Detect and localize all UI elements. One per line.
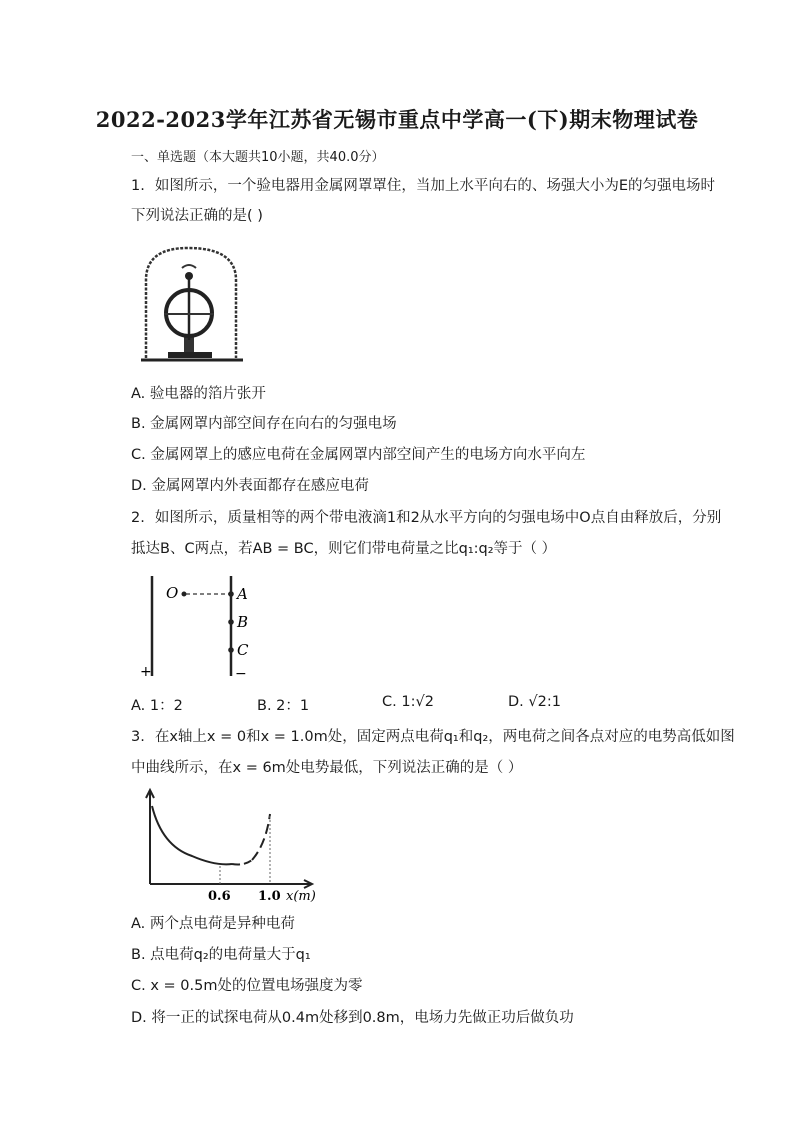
q2-option-c: C. 1:√2: [382, 694, 434, 710]
q1-stem-line1: [131, 176, 715, 196]
electroscope-figure: [138, 240, 246, 368]
q2-stem-line1: [131, 508, 721, 528]
q2-text-1: 如图所示，质量相等的两个带电液滴1和2从水平方向的匀强电场中O点自由释放后，分别: [154, 510, 722, 526]
q1-option-d: D. 金属网罩内外表面都存在感应电荷: [131, 478, 369, 494]
potential-curve-figure: [140, 786, 330, 906]
axis-label-x: x(m): [286, 889, 316, 904]
tick-1-0: 1.0: [258, 889, 281, 904]
label-plus: +: [140, 664, 152, 680]
q1-option-c: C. 金属网罩上的感应电荷在金属网罩内部空间产生的电场方向水平向左: [131, 447, 586, 463]
label-minus: −: [235, 666, 247, 682]
q3-option-c: C. x = 0.5m处的位置电场强度为零: [131, 978, 363, 994]
exam-title: 2022-2023学年江苏省无锡市重点中学高一(下)期末物理试卷: [95, 107, 699, 132]
label-b: B: [237, 613, 249, 631]
tick-0-6: 0.6: [208, 889, 231, 904]
q1-option-b: B. 金属网罩内部空间存在向右的匀强电场: [131, 416, 397, 432]
q1-option-a: A. 验电器的箔片张开: [131, 386, 266, 402]
label-a: A: [237, 585, 248, 603]
label-o: O: [166, 584, 179, 602]
q1-number: 1.: [131, 178, 145, 194]
q2-option-a: A. 1：2: [131, 698, 183, 714]
q2-stem-line2: 抵达B、C两点，若AB = BC，则它们带电荷量之比q₁:q₂等于（ ）: [131, 541, 557, 557]
droplet-field-figure: [138, 572, 258, 682]
q2-number: 2.: [131, 510, 145, 526]
q3-option-d: D. 将一正的试探电荷从0.4m处移到0.8m，电场力先做正功后做负功: [131, 1010, 574, 1026]
q2-option-b: B. 2：1: [257, 698, 310, 714]
q3-text-1: 在x轴上x = 0和x = 1.0m处，固定两点电荷q₁和q₂，两电荷之间各点对应的电势高低如图: [154, 729, 735, 745]
q3-option-a: A. 两个点电荷是异种电荷: [131, 916, 295, 932]
q3-stem-line2: 中曲线所示，在x = 6m处电势最低，下列说法正确的是（ ）: [131, 760, 523, 776]
q2-option-d: D. √2:1: [508, 694, 561, 710]
q1-stem-line2: 下列说法正确的是( ): [131, 208, 263, 224]
q3-option-b: B. 点电荷q₂的电荷量大于q₁: [131, 947, 311, 963]
q3-number: 3.: [131, 729, 145, 745]
label-c: C: [237, 641, 249, 659]
section-heading: 一、单选题（本大题共10小题，共40.0分）: [131, 150, 385, 165]
q1-text-1: 如图所示，一个验电器用金属网罩罩住，当加上水平向右的、场强大小为E的匀强电场时: [154, 178, 716, 194]
q3-stem-line1: [131, 727, 735, 747]
